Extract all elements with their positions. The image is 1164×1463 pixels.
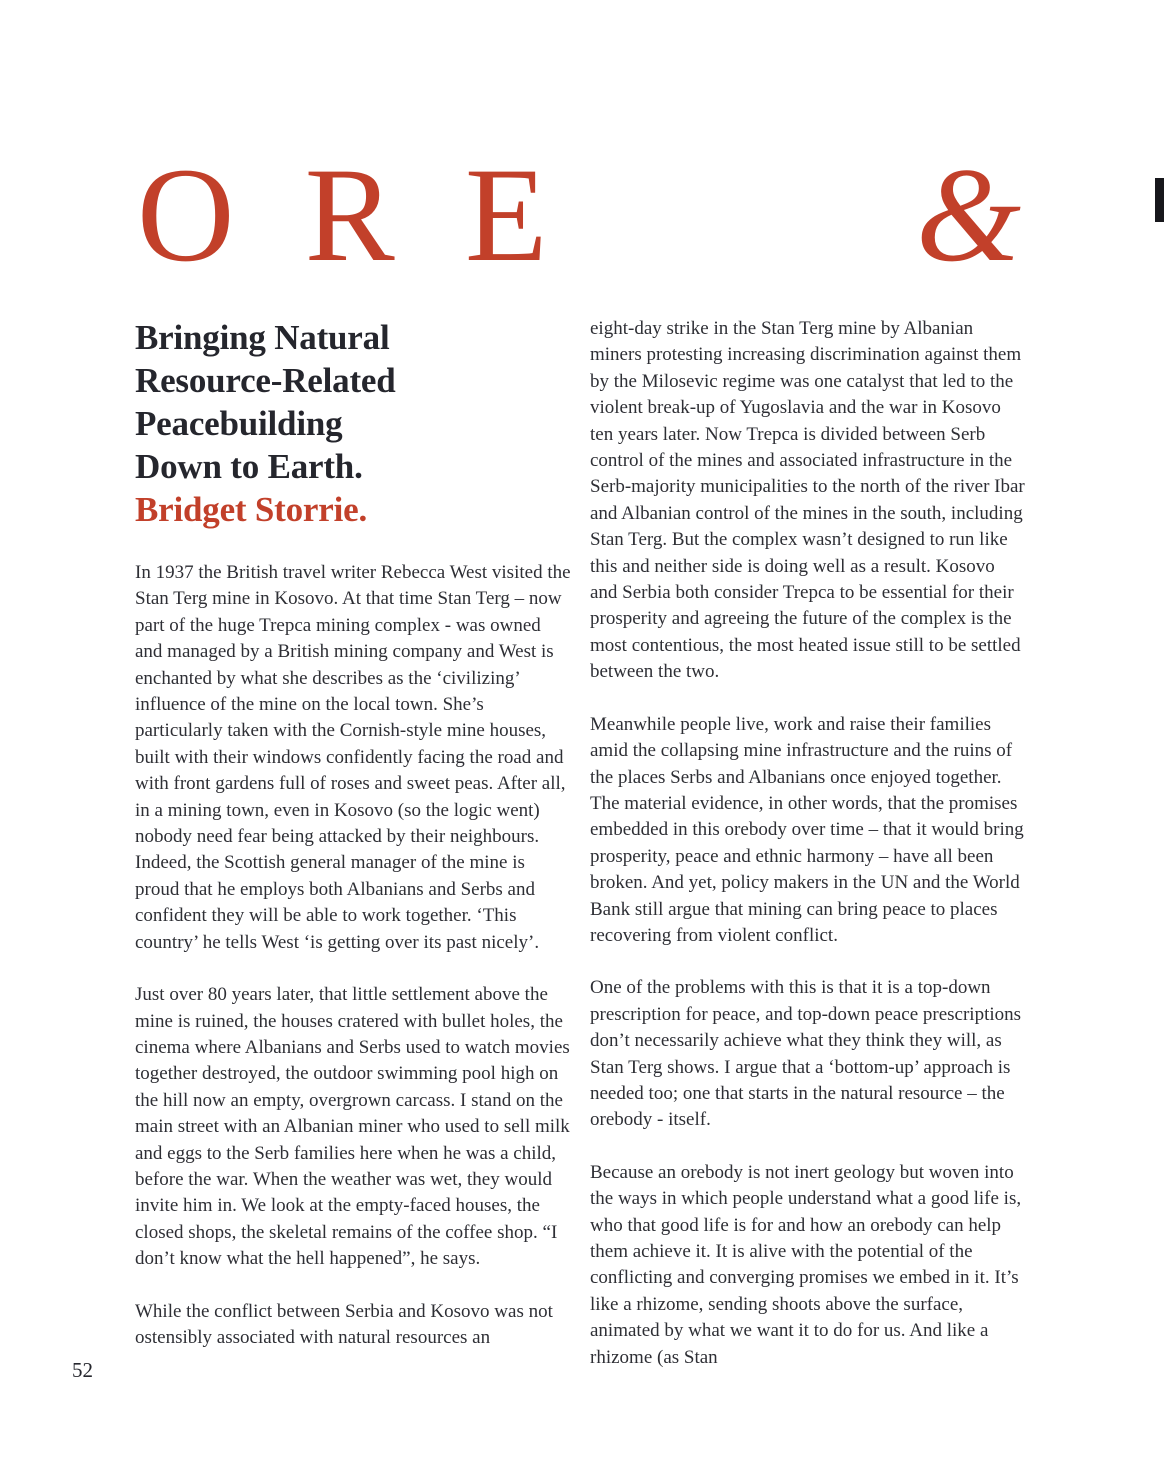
article-heading-line: Resource-Related	[135, 361, 396, 400]
article-heading	[135, 316, 571, 488]
adjacent-page-letter-fragment	[1155, 178, 1164, 222]
body-paragraph: One of the problems with this is that it is a top-down prescription for peace, and top-down peace prescriptions don’t necessarily achieve what they think they will, as Stan Terg shows. I argue that a ‘bottom-up’ approach is needed too; one that starts in the natural resource – the orebody - itself.	[590, 977, 1022, 1131]
masthead-ampersand: &	[916, 141, 1022, 290]
left-column-body	[135, 560, 571, 1351]
page-number: 52	[72, 1358, 93, 1382]
masthead	[0, 0, 1164, 300]
article-heading-line: Bringing Natural	[135, 318, 390, 357]
left-column	[135, 316, 571, 1377]
body-paragraph: Meanwhile people live, work and raise their families amid the collapsing mine infrastructure and the ruins of the places Serbs and Albanians once enjoyed together. The material evidence, in other words, that the promises embedded in this orebody over time – that it would bring prosperity, peace and ethnic harmony – have all been broken. And yet, policy makers in the UN and the World Bank still argue that mining can bring peace to places recovering from violent conflict.	[590, 713, 1024, 946]
author-byline: Bridget Storrie.	[135, 490, 368, 529]
right-column	[590, 316, 1026, 1397]
right-column-body	[590, 316, 1026, 1371]
article-heading-line: Peacebuilding	[135, 404, 343, 443]
body-paragraph: Just over 80 years later, that little settlement above the mine is ruined, the houses cratered with bullet holes, the cinema where Albanians and Serbs used to watch movies together destroyed, the outdoor swimming pool high on the hill now an empty, overgrown carcass. I stand on the main street with an Albanian miner who used to sell milk and eggs to the Serb families here when he was a child, before the war. When the weather was wet, they would invite him in. We look at the empty-faced houses, the closed shops, the skeletal remains of the coffee shop. “I don’t know what the hell happened”, he says.	[135, 984, 570, 1270]
masthead-title-ore: ORE	[137, 141, 618, 290]
body-paragraph: eight-day strike in the Stan Terg mine by Albanian miners protesting increasing discrimination against them by the Milosevic regime was one catalyst that led to the violent break-up of Yugoslavia and the war in Kosovo ten years later. Now Trepca is divided between Serb control of the mines and associated infrastructure in the Serb-majority municipalities to the north of the river Ibar and Albanian control of the mines in the south, including Stan Terg. But the complex wasn’t designed to run like this and neither side is doing well as a result. Kosovo and Serbia both consider Trepca to be essential for their prosperity and agreeing the future of the complex is the most contentious, the most heated issue still to be settled between the two.	[590, 318, 1025, 683]
body-paragraph: In 1937 the British travel writer Rebecca West visited the Stan Terg mine in Kosovo. At that time Stan Terg – now part of the huge Trepca mining complex - was owned and managed by a British mining company and West is enchanted by what she describes as the ‘civilizing’ influence of the mine on the local town. She’s particularly taken with the Cornish-style mine houses, built with their windows confidently facing the road and with front gardens full of roses and sweet peas. After all, in a mining town, even in Kosovo (so the logic went) nobody need fear being attacked by their neighbours. Indeed, the Scottish general manager of the mine is proud that he employs both Albanians and Serbs and confident they will be able to work together. ‘This country’ he tells West ‘is getting over its past nicely’.	[135, 562, 571, 953]
body-paragraph: While the conflict between Serbia and Kosovo was not ostensibly associated with natural resources an	[135, 1300, 553, 1348]
body-paragraph: Because an orebody is not inert geology but woven into the ways in which people understand what a good life is, who that good life is for and how an orebody can help them achieve it. It is alive with the potential of the conflicting and converging promises we embed in it. It’s like a rhizome, sending shoots above the surface, animated by what we want it to do for us. And like a rhizome (as Stan	[590, 1161, 1022, 1368]
article-heading-line: Down to Earth.	[135, 447, 363, 486]
